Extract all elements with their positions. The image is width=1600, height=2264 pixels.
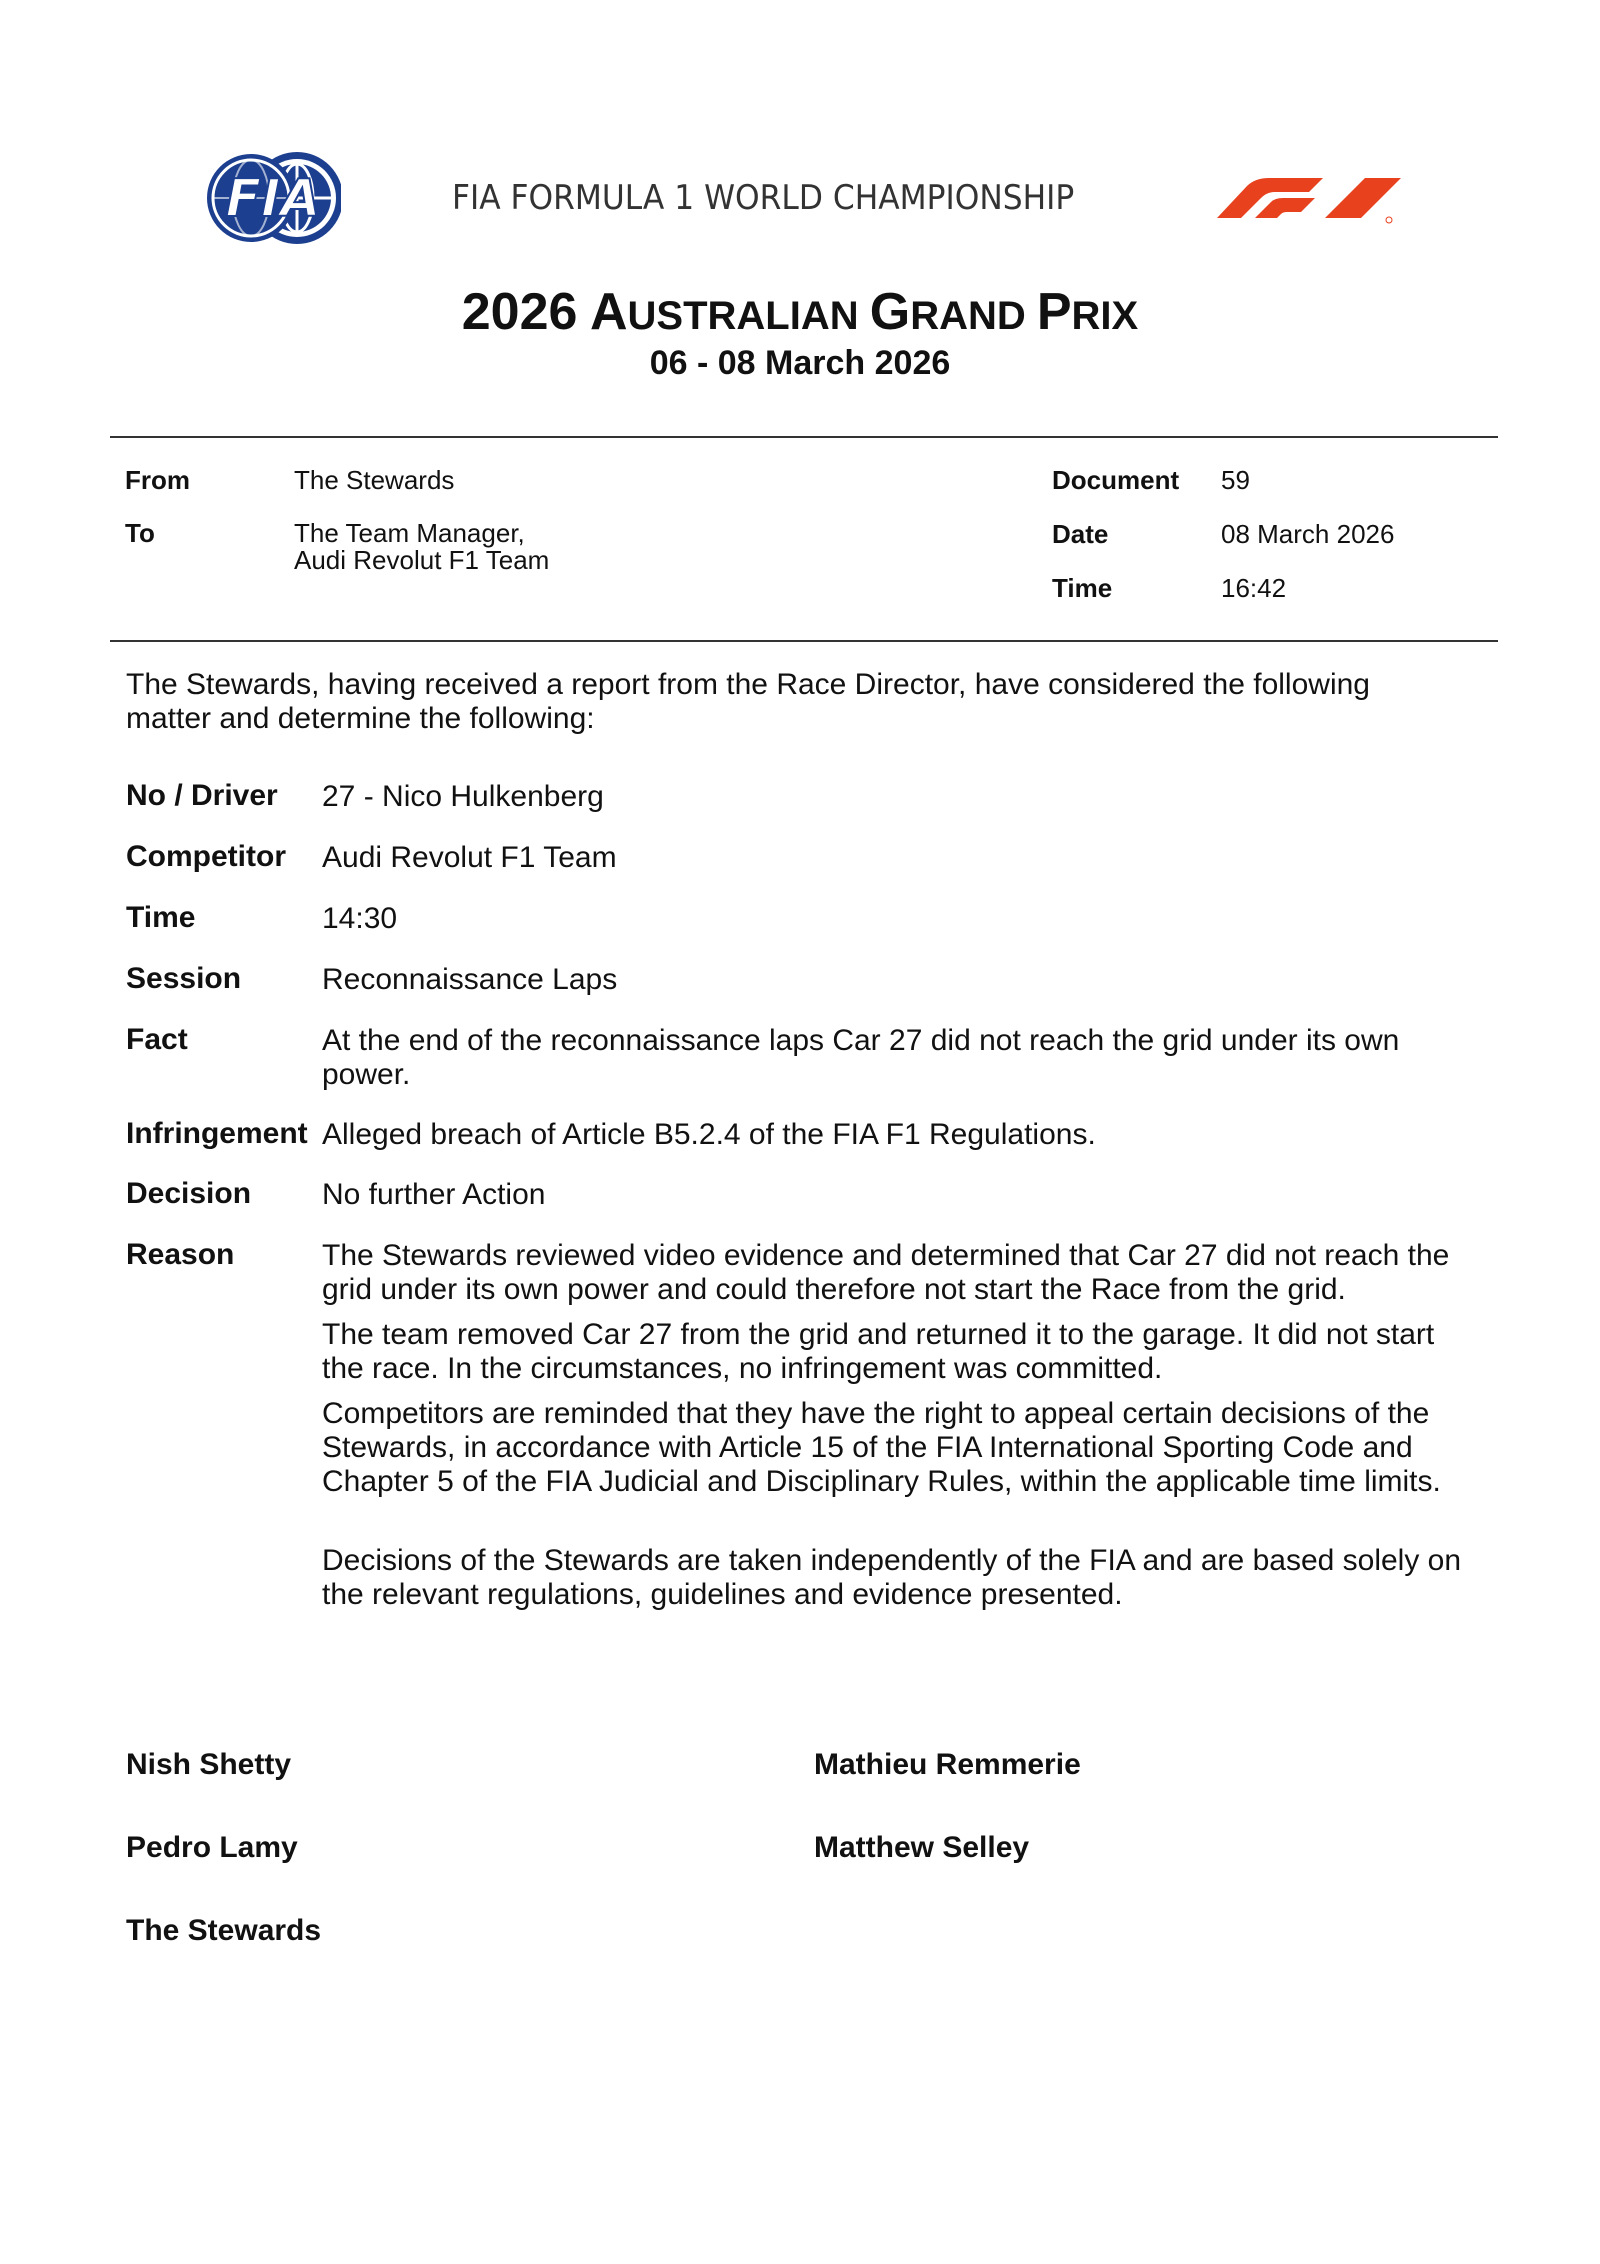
time-value: 16:42 [1221,573,1287,603]
appeal-paragraph: Competitors are reminded that they have the right to appeal certain decisions of the Stewards, in accordance with Article 15 of the FIA International Sporting Code and Chapter 5 of the FIA Judicial and Disciplinary Rules, within the applicable time limits. [322,1397,1441,1498]
fia-logo [205,148,341,248]
f1-logo [1205,168,1401,224]
date-label: Date [1052,519,1109,549]
row-value-decision: No further Action [322,1178,546,1211]
row-value-fact: At the end of the reconnaissance laps Car 27 did not reach the grid under its own power. [322,1024,1400,1091]
event-dates: 06 - 08 March 2026 [649,344,951,382]
from-label: From [125,465,190,495]
from-value: The Stewards [294,465,455,495]
to-label: To [125,518,155,548]
row-label-session: Session [126,962,242,995]
independence-paragraph: Decisions of the Stewards are taken independently of the FIA and are based solely on the relevant regulations, guidelines and evidence presented. [322,1544,1462,1611]
to-line-2: Audi Revolut F1 Team [294,545,550,575]
row-label-competitor: Competitor [126,840,286,873]
intro-paragraph: The Stewards, having received a report from the Race Director, have considered the following matter and determine the following: [126,668,1370,735]
signatory-2: Mathieu Remmerie [814,1748,1081,1781]
row-label-driver: No / Driver [126,779,278,812]
event-title: 2026 AUSTRALIAN GRAND PRIX [461,283,1139,341]
signatory-3: Pedro Lamy [126,1831,298,1864]
document-label: Document [1052,465,1180,495]
signatures-footer: The Stewards [126,1914,322,1947]
document-value: 59 [1221,465,1250,495]
row-label-fact: Fact [126,1023,188,1056]
signatory-1: Nish Shetty [126,1748,292,1781]
header-divider [110,436,1498,438]
memo-divider [110,640,1498,642]
row-value-time: 14:30 [322,902,398,935]
row-label-infringement: Infringement [126,1117,308,1150]
row-value-session: Reconnaissance Laps [322,963,618,996]
row-value-driver: 27 - Nico Hulkenberg [322,780,604,813]
championship-title: FIA FORMULA 1 WORLD CHAMPIONSHIP [452,178,1075,218]
fia-logo-text: FIA [225,169,321,229]
date-value: 08 March 2026 [1221,519,1395,549]
row-label-decision: Decision [126,1177,252,1210]
row-value-reason: The Stewards reviewed video evidence and determined that Car 27 did not reach the grid under its own power and could therefore not start the Race from the grid. [322,1239,1450,1306]
to-value [294,520,549,574]
row-value-competitor: Audi Revolut F1 Team [322,841,617,874]
signatory-4: Matthew Selley [814,1831,1030,1864]
time-label: Time [1052,573,1113,603]
row-label-reason: Reason [126,1238,235,1271]
row-value-infringement: Alleged breach of Article B5.2.4 of the FIA F1 Regulations. [322,1118,1096,1151]
reason-paragraph-2: The team removed Car 27 from the grid and returned it to the garage. It did not start the race. In the circumstances, no infringement was committed. [322,1318,1435,1385]
to-line-1: The Team Manager, [294,518,525,548]
row-label-time: Time [126,901,196,934]
